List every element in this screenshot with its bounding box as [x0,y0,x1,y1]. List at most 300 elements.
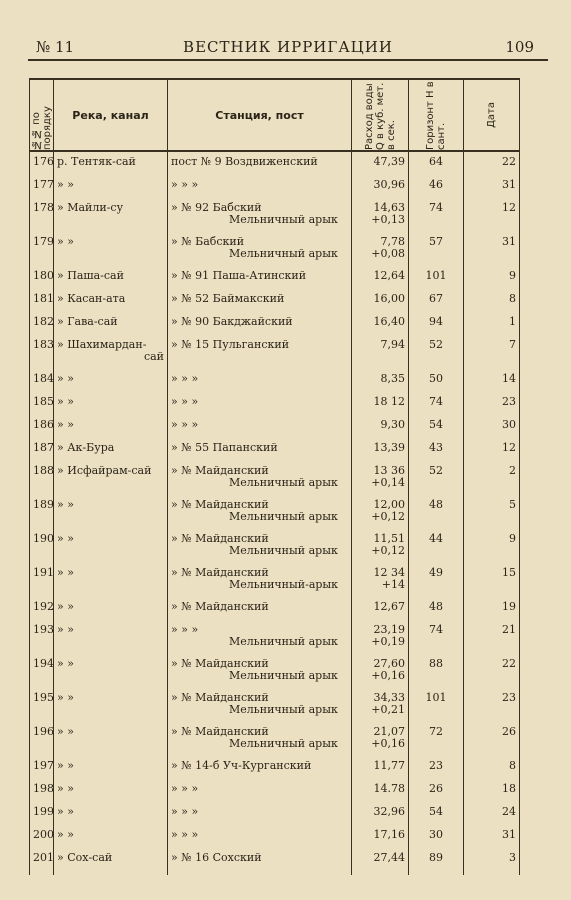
cell-river [54,533,168,567]
cell-level-line: 48 [429,498,443,511]
cell-discharge [352,465,409,499]
cell-no-line: 192 [33,600,54,613]
cell-level [409,442,464,465]
cell-date [464,293,520,316]
cell-no [30,442,54,465]
cell-level [409,339,464,373]
cell-station-line: » » » [171,178,199,191]
table-row [30,852,520,875]
cell-river [54,829,168,852]
cell-no-line: 187 [33,441,54,454]
cell-station-line: Мельничный арык [229,544,338,557]
cell-level [409,373,464,396]
cell-river-line: » Майли-су [57,201,124,214]
cell-station-line: Мельничный арык [229,247,338,260]
issue-number: № 11 [36,38,75,56]
cell-discharge [352,396,409,419]
cell-discharge [352,658,409,692]
cell-discharge-line: 8,35 [380,372,405,385]
cell-river-line: » Гава-сай [57,315,118,328]
table-row [30,624,520,658]
cell-level-line: 30 [429,828,443,841]
table-row [30,829,520,852]
cell-discharge-line: 27,60 [373,657,405,670]
cell-station-line: » № 15 Пульганский [171,338,290,351]
cell-station [168,567,352,601]
cell-no-line: 177 [33,178,54,191]
cell-no-line: 197 [33,759,54,772]
cell-station [168,533,352,567]
cell-date [464,760,520,783]
cell-date [464,829,520,852]
cell-level [409,396,464,419]
table-row [30,419,520,442]
table-row [30,236,520,270]
cell-date-line: 7 [509,338,516,351]
cell-station-line: » № 90 Бакджайский [171,315,293,328]
cell-no [30,601,54,624]
cell-river-line: » Паша-сай [57,269,124,282]
cell-station-line: Мельничный арык [229,510,338,523]
cell-station [168,156,352,179]
cell-station [168,339,352,373]
cell-discharge [352,624,409,658]
cell-river [54,726,168,760]
cell-river [54,760,168,783]
table-body [30,151,520,875]
cell-discharge-line: 23,19 [373,623,405,636]
cell-date [464,465,520,499]
cell-no [30,202,54,236]
cell-level [409,499,464,533]
cell-date [464,373,520,396]
table-row [30,499,520,533]
table-row [30,726,520,760]
cell-no-line: 180 [33,269,54,282]
cell-date [464,806,520,829]
cell-discharge-line: +0,21 [371,703,405,716]
cell-level-line: 52 [429,464,443,477]
cell-river-line: » » [57,395,74,408]
cell-date-line: 15 [502,566,516,579]
cell-date-line: 8 [509,292,516,305]
cell-level-line: 44 [429,532,443,545]
cell-discharge [352,829,409,852]
cell-no-line: 179 [33,235,54,248]
cell-river-line: » Касан-ата [57,292,126,305]
cell-no [30,829,54,852]
cell-discharge-line: 34,33 [373,691,405,704]
cell-discharge-line: 16,40 [373,315,405,328]
cell-river-line: » » [57,498,74,511]
cell-river-line: р. Тентяк-сай [57,155,136,168]
cell-date-line: 14 [502,372,516,385]
cell-no [30,760,54,783]
cell-discharge-line: 13 36 [373,464,405,477]
cell-date [464,624,520,658]
cell-station-line: » № Майданский [171,657,269,670]
cell-discharge [352,442,409,465]
cell-discharge-line: +14 [381,578,405,591]
cell-date-line: 23 [502,691,516,704]
cell-date-line: 9 [509,532,516,545]
cell-date-line: 30 [502,418,516,431]
cell-date-line: 3 [509,851,516,864]
table-row [30,533,520,567]
cell-station [168,852,352,875]
cell-discharge-line: 47,39 [373,155,405,168]
cell-level [409,783,464,806]
cell-station-line: » № 16 Сохский [171,851,262,864]
header-rule [28,59,548,61]
cell-discharge [352,499,409,533]
cell-no [30,533,54,567]
cell-river-line: » » [57,828,74,841]
cell-no-line: 182 [33,315,54,328]
cell-date [464,156,520,179]
cell-station-line: » № Майданский [171,691,269,704]
cell-river-line: » » [57,178,74,191]
cell-river [54,567,168,601]
cell-station-line: » № 92 Бабский [171,201,262,214]
cell-date-line: 5 [509,498,516,511]
cell-level-line: 52 [429,338,443,351]
cell-station [168,270,352,293]
cell-discharge [352,339,409,373]
cell-river-line: » » [57,600,74,613]
cell-no [30,567,54,601]
cell-no [30,373,54,396]
cell-discharge [352,202,409,236]
cell-river [54,156,168,179]
cell-date [464,658,520,692]
table-row [30,373,520,396]
cell-no [30,396,54,419]
cell-date-line: 12 [502,201,516,214]
cell-date [464,419,520,442]
cell-no-line: 188 [33,464,54,477]
cell-level [409,829,464,852]
cell-level [409,270,464,293]
cell-date-line: 19 [502,600,516,613]
cell-no-line: 194 [33,657,54,670]
cell-river-line: » » [57,235,74,248]
cell-river [54,179,168,202]
cell-river [54,658,168,692]
cell-no [30,316,54,339]
table-row [30,465,520,499]
cell-river-line: » » [57,566,74,579]
cell-discharge [352,692,409,726]
cell-no [30,852,54,875]
page-number: 109 [505,38,534,56]
cell-discharge [352,806,409,829]
cell-discharge-line: +0,14 [371,476,405,489]
cell-station [168,499,352,533]
cell-date [464,852,520,875]
cell-no-line: 199 [33,805,54,818]
table-row [30,293,520,316]
cell-river-line: » » [57,418,74,431]
cell-station [168,419,352,442]
cell-station-line: » № Майданский [171,498,269,511]
cell-level [409,760,464,783]
cell-station-line: » » » [171,418,199,431]
cell-no [30,419,54,442]
cell-no-line: 183 [33,338,54,351]
table-row [30,567,520,601]
cell-river [54,442,168,465]
cell-level [409,465,464,499]
cell-river [54,419,168,442]
cell-discharge-line: 21,07 [373,725,405,738]
cell-station-line: Мельничный арык [229,703,338,716]
cell-river [54,202,168,236]
cell-level-line: 49 [429,566,443,579]
cell-date [464,726,520,760]
table-row [30,270,520,293]
cell-no [30,624,54,658]
cell-station [168,806,352,829]
cell-level-line: 72 [429,725,443,738]
table-row [30,692,520,726]
cell-station [168,293,352,316]
cell-level [409,236,464,270]
cell-discharge-line: 14,63 [373,201,405,214]
cell-level-line: 67 [429,292,443,305]
cell-discharge [352,783,409,806]
cell-date-line: 23 [502,395,516,408]
cell-date-line: 9 [509,269,516,282]
cell-date-line: 8 [509,759,516,772]
cell-station [168,624,352,658]
cell-river-line: » » [57,691,74,704]
cell-level-line: 57 [429,235,443,248]
cell-discharge-line: +0,12 [371,544,405,557]
cell-station-line: » № 91 Паша-Атинский [171,269,307,282]
cell-no-line: 189 [33,498,54,511]
cell-date [464,396,520,419]
cell-discharge [352,567,409,601]
cell-station-line: » » » [171,805,199,818]
cell-date-line: 18 [502,782,516,795]
cell-level-line: 101 [425,269,447,282]
cell-station [168,316,352,339]
cell-no-line: 193 [33,623,54,636]
cell-no-line: 185 [33,395,54,408]
table-row [30,658,520,692]
cell-level [409,658,464,692]
cell-level [409,726,464,760]
cell-level-line: 46 [429,178,443,191]
cell-date [464,533,520,567]
cell-river [54,316,168,339]
cell-date [464,202,520,236]
cell-level [409,692,464,726]
col-header-level: Горизонт H в сант. [409,79,464,151]
cell-river [54,601,168,624]
cell-level-line: 101 [425,691,447,704]
cell-discharge-line: +0,16 [371,737,405,750]
cell-river-line: » » [57,372,74,385]
table-row [30,202,520,236]
cell-station-line: Мельничный арык [229,635,338,648]
cell-level [409,624,464,658]
cell-no-line: 176 [33,155,54,168]
cell-date [464,783,520,806]
cell-level [409,567,464,601]
col-header-no: №№ по порядку [30,79,54,151]
cell-level-line: 64 [429,155,443,168]
cell-river-line: » Ак-Бура [57,441,115,454]
cell-level-line: 74 [429,395,443,408]
cell-river-line: » » [57,725,74,738]
cell-level-line: 88 [429,657,443,670]
cell-date-line: 22 [502,155,516,168]
cell-station-line: » № Майданский [171,725,269,738]
cell-station [168,726,352,760]
cell-discharge-line: 13,39 [373,441,405,454]
cell-river [54,852,168,875]
cell-river [54,293,168,316]
cell-station [168,373,352,396]
cell-date-line: 1 [509,315,516,328]
cell-station-line: » № Майданский [171,464,269,477]
cell-discharge [352,601,409,624]
cell-date [464,567,520,601]
cell-level [409,533,464,567]
cell-no-line: 186 [33,418,54,431]
cell-river [54,624,168,658]
cell-river [54,339,168,373]
table-row [30,396,520,419]
cell-no [30,339,54,373]
cell-river-line: сай [143,350,164,363]
cell-station [168,442,352,465]
cell-date [464,692,520,726]
cell-date [464,499,520,533]
table-row [30,806,520,829]
cell-river-line: » Исфайрам-сай [57,464,152,477]
cell-station [168,236,352,270]
cell-no [30,270,54,293]
cell-level-line: 54 [429,418,443,431]
cell-level [409,293,464,316]
cell-discharge [352,270,409,293]
cell-station [168,783,352,806]
cell-level [409,316,464,339]
cell-date-line: 31 [502,178,516,191]
cell-station-line: » » » [171,372,199,385]
cell-river [54,783,168,806]
cell-date-line: 2 [509,464,516,477]
cell-station-line: » № Майданский [171,600,269,613]
cell-no [30,726,54,760]
cell-no [30,499,54,533]
cell-discharge-line: +0,19 [371,635,405,648]
cell-date-line: 21 [502,623,516,636]
cell-discharge-line: 30,96 [373,178,405,191]
cell-date-line: 26 [502,725,516,738]
cell-station-line: Мельничный-арык [229,578,339,591]
cell-no [30,465,54,499]
cell-discharge-line: +0,13 [371,213,405,226]
cell-discharge [352,179,409,202]
cell-station [168,396,352,419]
cell-discharge-line: 7,78 [380,235,405,248]
cell-date [464,442,520,465]
table-row [30,601,520,624]
cell-station [168,601,352,624]
cell-discharge [352,852,409,875]
col-header-date: Дата [464,79,520,151]
cell-discharge [352,373,409,396]
cell-discharge [352,156,409,179]
cell-discharge-line: 12,67 [373,600,405,613]
cell-station-line: » » » [171,395,199,408]
cell-station-line: Мельничный арык [229,213,338,226]
cell-date-line: 31 [502,828,516,841]
cell-no-line: 196 [33,725,54,738]
cell-discharge-line: 11,77 [373,759,405,772]
cell-station-line: » № Майданский [171,566,269,579]
cell-river-line: » Сох-сай [57,851,113,864]
cell-level [409,601,464,624]
table-row [30,316,520,339]
cell-discharge-line: 32,96 [373,805,405,818]
cell-level-line: 94 [429,315,443,328]
cell-discharge-line: 12,64 [373,269,405,282]
cell-discharge-line: 12 34 [373,566,405,579]
cell-date [464,601,520,624]
cell-date-line: 22 [502,657,516,670]
cell-no-line: 181 [33,292,54,305]
cell-discharge [352,236,409,270]
table-row [30,760,520,783]
cell-river [54,396,168,419]
cell-no-line: 195 [33,691,54,704]
cell-station [168,179,352,202]
cell-discharge-line: 11,51 [373,532,405,545]
cell-station-line: » № 55 Папанский [171,441,278,454]
cell-level [409,852,464,875]
cell-river-line: » » [57,657,74,670]
cell-river-line: » Шахимардан- [57,338,147,351]
cell-no-line: 200 [33,828,54,841]
cell-level [409,179,464,202]
cell-discharge-line: 7,94 [380,338,405,351]
cell-date [464,339,520,373]
cell-discharge [352,726,409,760]
cell-discharge-line: 9,30 [380,418,405,431]
cell-station-line: » » » [171,623,199,636]
cell-discharge-line: 12,00 [373,498,405,511]
cell-no-line: 201 [33,851,54,864]
cell-no [30,658,54,692]
cell-level [409,202,464,236]
cell-station-line: » № Бабский [171,235,245,248]
cell-station [168,202,352,236]
cell-discharge [352,293,409,316]
cell-station [168,692,352,726]
cell-no [30,783,54,806]
cell-station-line: » № Майданский [171,532,269,545]
cell-river [54,270,168,293]
running-header [28,38,548,60]
cell-station [168,760,352,783]
cell-level-line: 48 [429,600,443,613]
cell-river-line: » » [57,805,74,818]
